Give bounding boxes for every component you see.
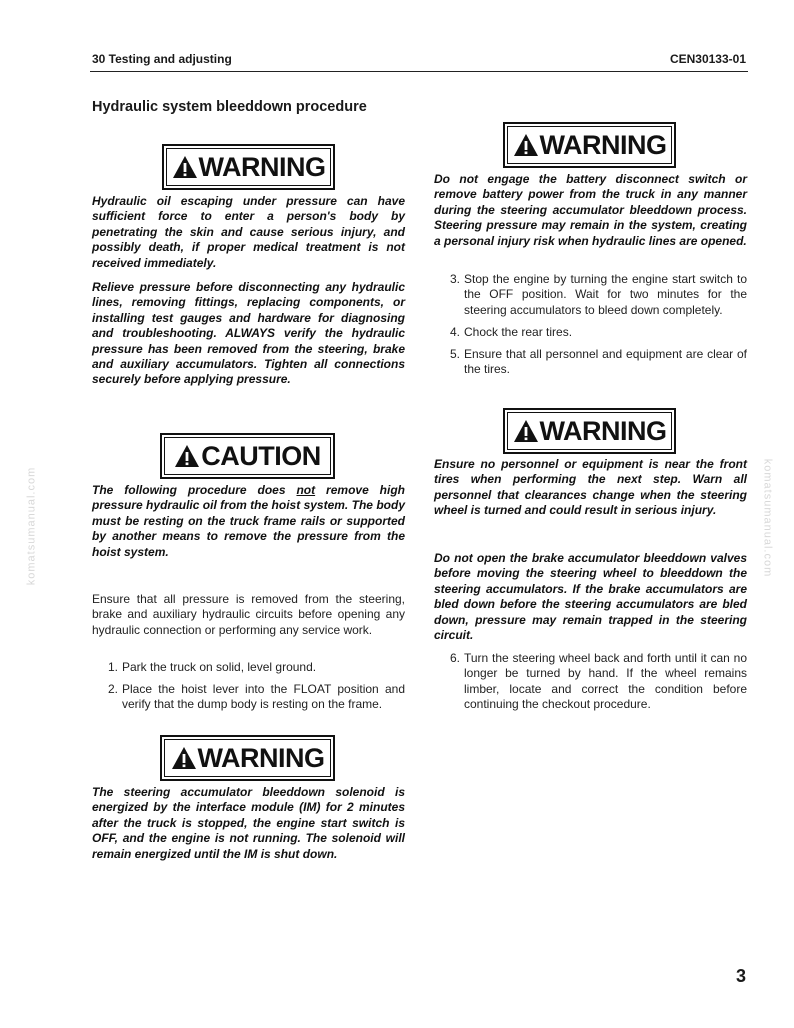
warning4-paragraph-1: Ensure no personnel or equipment is near the front tires when performing the next step. Warn all personnel that clearances change when the steering wheel is turned and could result in serious injury. bbox=[434, 457, 747, 518]
warning2-text: The steering accumulator bleeddown solenoid is energized by the interface module (IM) for 2 minutes after the truck is stopped, the engine start switch is OFF, and the engine is not running. The solenoid will remain energized until the IM is shut down. bbox=[92, 785, 405, 861]
step-3 bbox=[450, 272, 747, 318]
warning-triangle-icon bbox=[172, 155, 198, 179]
step-5 bbox=[450, 347, 747, 378]
warning1-paragraph-1: Hydraulic oil escaping under pressure can have sufficient force to enter a person's body by penetrating the skin and cause serious injury, and possibly death, if proper medical treatment is not received immediately. bbox=[92, 194, 405, 270]
warning3-text: Do not engage the battery disconnect switch or remove battery power from the truck in any manner during the steering accumulator bleeddown process. Steering pressure may remain in the system, creating a personal injury risk when hydraulic lines are opened. bbox=[434, 172, 747, 248]
watermark-right: komatsumanual.com bbox=[761, 458, 774, 578]
step-5-text: Ensure that all personnel and equipment are clear of the tires. bbox=[464, 347, 747, 377]
header-doc-code: CEN30133-01 bbox=[669, 52, 746, 66]
header-rule bbox=[90, 71, 748, 72]
caution-text-post: remove high pressure hydraulic oil from the hoist system. The body must be resting on the truck frame rails or supported by another means to remove the pressure from the hoist system. bbox=[92, 483, 406, 559]
warning-triangle-icon bbox=[171, 746, 197, 770]
warning-sign-2 bbox=[160, 735, 335, 781]
warning-sign-4 bbox=[503, 408, 676, 454]
caution-label: CAUTION bbox=[201, 440, 321, 471]
warning-triangle-icon bbox=[513, 133, 539, 157]
step-1-text: Park the truck on solid, level ground. bbox=[122, 660, 317, 674]
step-4-number: 4. bbox=[450, 325, 461, 339]
step-1-number: 1. bbox=[108, 660, 119, 674]
step-6-number: 6. bbox=[450, 651, 461, 665]
warning1-paragraph-2: Relieve pressure before disconnecting any hydraulic lines, removing fittings, replacing components, or installing test gauges and hardware for diagnosing and troubleshooting. ALWAYS verify the hydraulic pressure has been removed from the steering, brake and auxiliary accumulators. Tighten all connections securely before applying pressure. bbox=[92, 280, 405, 387]
warning-label: WARNING bbox=[539, 129, 667, 160]
step-2 bbox=[108, 682, 405, 713]
watermark-left: komatsumanual.com bbox=[25, 466, 38, 586]
intro-paragraph: Ensure that all pressure is removed from the steering, brake and auxiliary hydraulic circuits before opening any hydraulic connection or performing any service work. bbox=[92, 592, 405, 637]
warning-label: WARNING bbox=[198, 151, 326, 182]
step-1 bbox=[108, 660, 405, 675]
warning4-paragraph-2: Do not open the brake accumulator bleeddown valves before moving the steering wheel to bleeddown the steering accumulators. If the brake accumulators are bled down before the steering accumulators are bled down, pressure may remain trapped in the steering circuit. bbox=[434, 551, 747, 643]
step-2-text: Place the hoist lever into the FLOAT position and verify that the dump body is resting on the frame. bbox=[122, 682, 405, 712]
caution-triangle-icon bbox=[174, 444, 200, 468]
step-3-number: 3. bbox=[450, 272, 461, 286]
step-3-text: Stop the engine by turning the engine start switch to the OFF position. Wait for two minutes for the steering accumulators to bleed down completely. bbox=[464, 272, 747, 317]
step-2-number: 2. bbox=[108, 682, 119, 696]
step-6-text: Turn the steering wheel back and forth until it can no longer be turned by hand. If the wheel remains limber, locate and correct the condition before continuing the checkout procedure. bbox=[464, 651, 747, 712]
warning-sign-3 bbox=[503, 122, 676, 168]
warning-sign-1 bbox=[162, 144, 335, 190]
header-section: 30 Testing and adjusting bbox=[92, 52, 232, 66]
caution-text-not: not bbox=[296, 483, 316, 497]
caution-text bbox=[92, 483, 405, 560]
page-number: 3 bbox=[735, 966, 746, 986]
step-4 bbox=[450, 325, 747, 340]
step-4-text: Chock the rear tires. bbox=[464, 325, 573, 339]
warning-label: WARNING bbox=[197, 742, 325, 773]
warning-triangle-icon bbox=[513, 419, 539, 443]
warning-label: WARNING bbox=[539, 415, 667, 446]
step-5-number: 5. bbox=[450, 347, 461, 361]
caution-sign bbox=[160, 433, 335, 479]
page-title: Hydraulic system bleeddown procedure bbox=[92, 99, 367, 115]
step-6 bbox=[450, 651, 747, 713]
caution-text-pre: The following procedure does bbox=[92, 483, 297, 497]
